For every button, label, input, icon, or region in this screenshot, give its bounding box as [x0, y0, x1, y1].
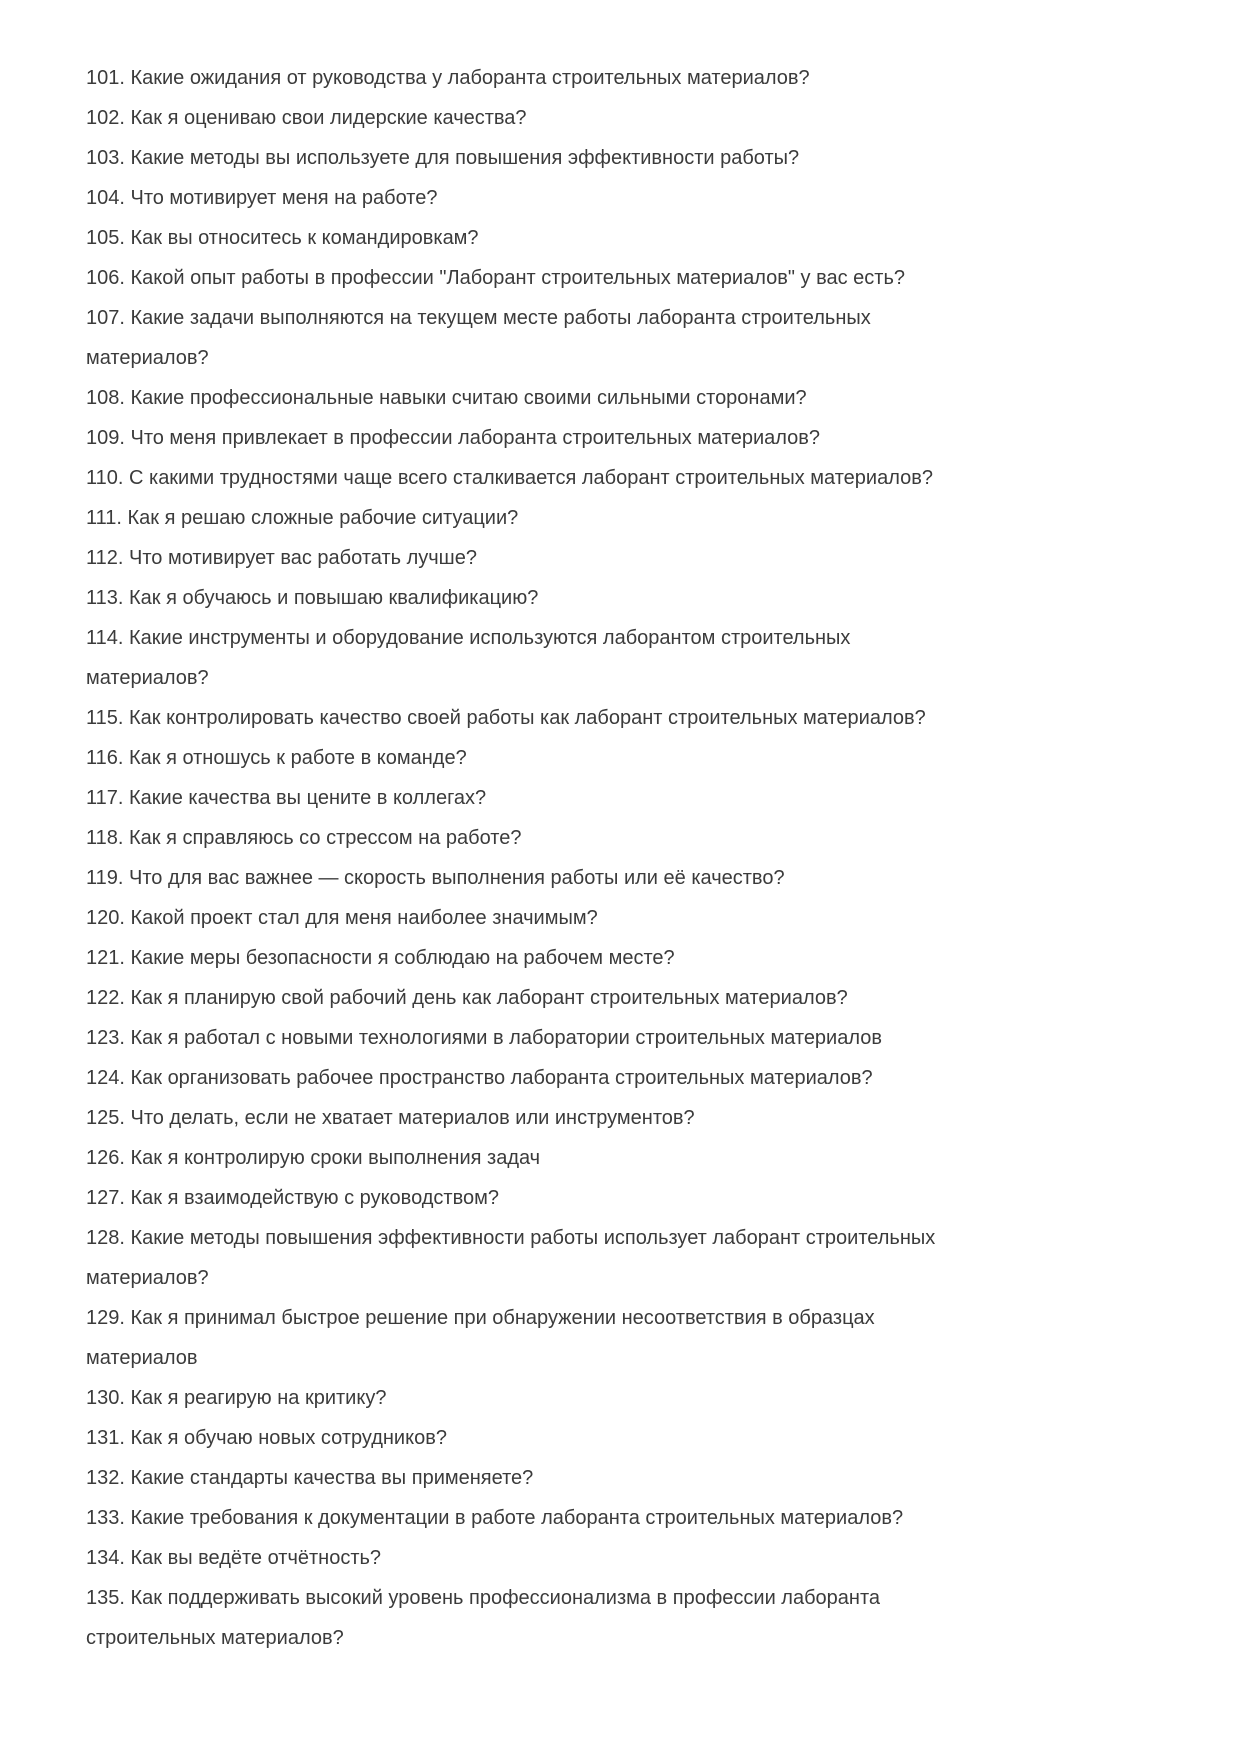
question-line: 120. Какой проект стал для меня наиболее значимым? — [86, 907, 598, 929]
question-line: материалов? — [86, 1267, 209, 1289]
question-line: 122. Как я планирую свой рабочий день как лаборант строительных материалов? — [86, 987, 848, 1009]
question-item-105 — [86, 218, 1161, 258]
question-line: 113. Как я обучаюсь и повышаю квалификацию? — [86, 587, 539, 609]
question-item-109 — [86, 418, 1161, 458]
question-line: 125. Что делать, если не хватает материалов или инструментов? — [86, 1107, 695, 1129]
question-item-102 — [86, 98, 1161, 138]
question-line: 134. Как вы ведёте отчётность? — [86, 1547, 382, 1569]
question-line: 101. Какие ожидания от руководства у лаборанта строительных материалов? — [86, 67, 810, 89]
question-line: 127. Как я взаимодействую с руководством? — [86, 1187, 499, 1209]
question-item-106 — [86, 258, 1161, 298]
question-item-133 — [86, 1498, 1161, 1538]
question-item-128 — [86, 1218, 1161, 1298]
question-item-127 — [86, 1178, 1161, 1218]
question-line: 116. Как я отношусь к работе в команде? — [86, 747, 467, 769]
question-list — [86, 58, 1161, 1658]
question-line: строительных материалов? — [86, 1627, 344, 1649]
question-line: 117. Какие качества вы цените в коллегах? — [86, 787, 487, 809]
question-line: материалов? — [86, 347, 209, 369]
question-item-126 — [86, 1138, 1161, 1178]
question-item-103 — [86, 138, 1161, 178]
question-line: 102. Как я оцениваю свои лидерские качества? — [86, 107, 527, 129]
question-line: 124. Как организовать рабочее пространство лаборанта строительных материалов? — [86, 1067, 873, 1089]
question-item-135 — [86, 1578, 1161, 1658]
question-item-123 — [86, 1018, 1161, 1058]
question-item-104 — [86, 178, 1161, 218]
question-item-129 — [86, 1298, 1161, 1378]
question-line: 128. Какие методы повышения эффективности работы использует лаборант строительных — [86, 1227, 936, 1249]
question-line: материалов? — [86, 667, 209, 689]
question-line: 130. Как я реагирую на критику? — [86, 1387, 387, 1409]
question-item-122 — [86, 978, 1161, 1018]
question-item-113 — [86, 578, 1161, 618]
question-line: материалов — [86, 1347, 198, 1369]
question-line: 121. Какие меры безопасности я соблюдаю на рабочем месте? — [86, 947, 675, 969]
question-line: 129. Как я принимал быстрое решение при обнаружении несоответствия в образцах — [86, 1307, 875, 1329]
question-line: 110. С какими трудностями чаще всего сталкивается лаборант строительных материалов? — [86, 467, 933, 489]
question-line: 131. Как я обучаю новых сотрудников? — [86, 1427, 447, 1449]
question-item-111 — [86, 498, 1161, 538]
question-line: 105. Как вы относитесь к командировкам? — [86, 227, 479, 249]
question-item-116 — [86, 738, 1161, 778]
question-line: 112. Что мотивирует вас работать лучше? — [86, 547, 477, 569]
question-item-114 — [86, 618, 1161, 698]
question-line: 119. Что для вас важнее — скорость выполнения работы или её качество? — [86, 867, 785, 889]
question-line: 109. Что меня привлекает в профессии лаборанта строительных материалов? — [86, 427, 821, 449]
question-item-125 — [86, 1098, 1161, 1138]
question-line: 118. Как я справляюсь со стрессом на работе? — [86, 827, 522, 849]
question-item-134 — [86, 1538, 1161, 1578]
question-line: 111. Как я решаю сложные рабочие ситуации? — [86, 507, 519, 529]
question-item-101 — [86, 58, 1161, 98]
question-line: 103. Какие методы вы используете для повышения эффективности работы? — [86, 147, 800, 169]
question-line: 107. Какие задачи выполняются на текущем месте работы лаборанта строительных — [86, 307, 871, 329]
question-line: 133. Какие требования к документации в работе лаборанта строительных материалов? — [86, 1507, 904, 1529]
question-item-112 — [86, 538, 1161, 578]
question-item-130 — [86, 1378, 1161, 1418]
question-item-110 — [86, 458, 1161, 498]
question-line: 115. Как контролировать качество своей работы как лаборант строительных материалов? — [86, 707, 926, 729]
question-item-124 — [86, 1058, 1161, 1098]
question-item-132 — [86, 1458, 1161, 1498]
question-line: 126. Как я контролирую сроки выполнения задач — [86, 1147, 541, 1169]
question-item-120 — [86, 898, 1161, 938]
question-item-121 — [86, 938, 1161, 978]
question-line: 114. Какие инструменты и оборудование используются лаборантом строительных — [86, 627, 851, 649]
question-item-119 — [86, 858, 1161, 898]
question-item-117 — [86, 778, 1161, 818]
question-item-108 — [86, 378, 1161, 418]
question-item-115 — [86, 698, 1161, 738]
question-line: 106. Какой опыт работы в профессии "Лаборант строительных материалов" у вас есть? — [86, 267, 905, 289]
question-line: 132. Какие стандарты качества вы применяете? — [86, 1467, 534, 1489]
question-line: 123. Как я работал с новыми технологиями в лаборатории строительных материалов — [86, 1027, 882, 1049]
question-item-107 — [86, 298, 1161, 378]
question-line: 135. Как поддерживать высокий уровень профессионализма в профессии лаборанта — [86, 1587, 881, 1609]
question-line: 108. Какие профессиональные навыки считаю своими сильными сторонами? — [86, 387, 807, 409]
question-line: 104. Что мотивирует меня на работе? — [86, 187, 438, 209]
question-item-118 — [86, 818, 1161, 858]
question-item-131 — [86, 1418, 1161, 1458]
